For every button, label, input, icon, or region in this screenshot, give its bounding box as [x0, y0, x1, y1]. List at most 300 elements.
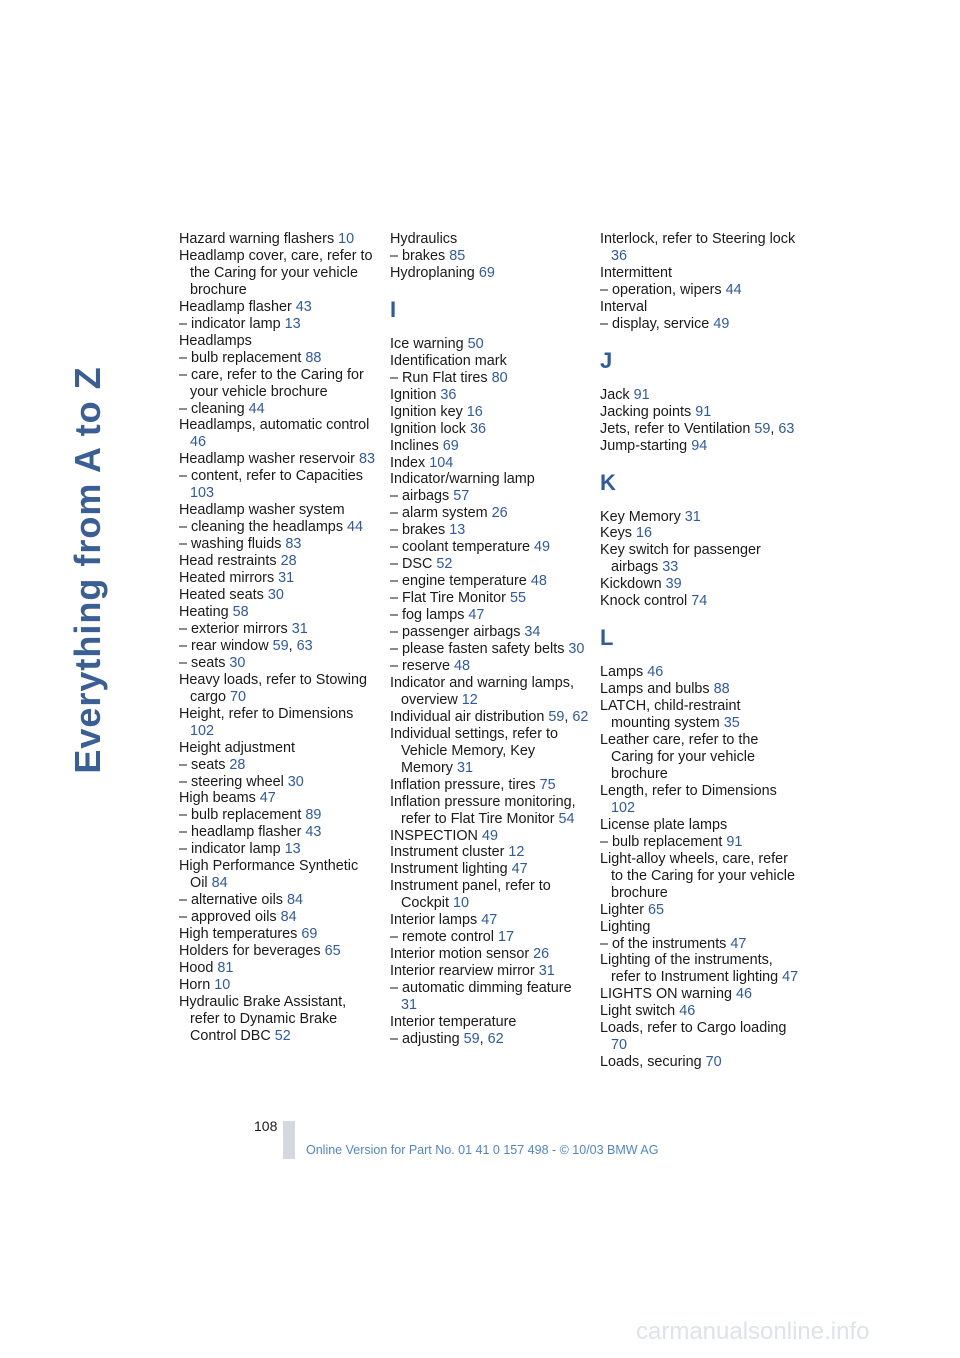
index-entry-text: – Flat Tire Monitor: [390, 590, 506, 607]
index-entry: [600, 438, 800, 455]
index-entry-text: Loads, refer to Cargo loading: [600, 1020, 787, 1037]
page-link[interactable]: 85: [449, 247, 466, 264]
page-link[interactable]: 31: [684, 508, 701, 525]
page-link[interactable]: 63: [296, 637, 313, 654]
index-entry-text: – care, refer to the Caring for your vehicle brochure: [179, 366, 364, 400]
index-entry-text: Key switch for passenger airbags: [600, 542, 761, 576]
index-entry: [600, 265, 800, 282]
page-link[interactable]: 30: [287, 773, 304, 790]
index-entry-text: Height, refer to Dimensions: [179, 705, 354, 722]
index-entry: [179, 536, 379, 553]
index-entry-text: – alternative oils: [179, 892, 283, 909]
index-entry-text: Height adjustment: [179, 739, 295, 756]
page-link[interactable]: 13: [284, 315, 301, 332]
index-entry-text: Interval: [600, 298, 648, 315]
index-entry: – rear window 59, 63: [179, 637, 313, 654]
index-entry: [600, 576, 800, 593]
page-link[interactable]: 43: [305, 824, 322, 841]
index-entry-text: High temperatures: [179, 926, 298, 943]
page-link[interactable]: 43: [295, 298, 312, 315]
index-entry: [600, 525, 800, 542]
page-link[interactable]: 59: [272, 637, 289, 654]
page-link[interactable]: 52: [274, 1027, 291, 1044]
index-entry-text: Interlock, refer to Steering lock: [600, 231, 796, 247]
index-entry-text: – cleaning: [179, 400, 245, 417]
index-entry-text: – brakes: [390, 522, 446, 539]
index-entry: [390, 726, 590, 777]
page-link[interactable]: 62: [487, 1030, 504, 1047]
index-entry: [179, 655, 379, 672]
index-entry-text: Jets, refer to Ventilation: [600, 420, 751, 437]
index-entry: [390, 658, 590, 675]
index-entry-text: – indicator lamp: [179, 841, 281, 858]
index-entry-text: – steering wheel: [179, 773, 284, 790]
index-entry: [390, 844, 590, 861]
footer-bar: [283, 1121, 295, 1159]
page-link[interactable]: 16: [466, 403, 483, 420]
index-entry: – adjusting 59, 62: [390, 1030, 504, 1047]
page-link[interactable]: 59: [754, 420, 771, 437]
index-entry: Jets, refer to Ventilation 59, 63: [600, 420, 795, 437]
index-entry-text: Light-alloy wheels, care, refer to the Caring for your vehicle brochure: [600, 850, 795, 901]
index-entry-text: Lamps and bulbs: [600, 681, 710, 698]
index-entry: [179, 706, 379, 740]
page-link[interactable]: 48: [530, 573, 547, 590]
index-entry-text: – please fasten safety belts: [390, 641, 565, 658]
page-link[interactable]: 28: [280, 553, 297, 570]
index-entry-text: – approved oils: [179, 909, 277, 926]
page-link[interactable]: 74: [691, 593, 708, 610]
index-entry: [600, 509, 800, 526]
index-entry-text: Inflation pressure, tires: [390, 776, 536, 793]
page-link[interactable]: 30: [229, 654, 246, 671]
page-link[interactable]: 75: [539, 776, 556, 793]
page-link[interactable]: 57: [453, 488, 470, 505]
page-link[interactable]: 46: [679, 1003, 696, 1020]
page-link[interactable]: 55: [509, 590, 526, 607]
page-link[interactable]: 47: [468, 607, 485, 624]
index-entry-text: LATCH, child-restraint mounting system: [600, 698, 741, 732]
page-link[interactable]: 10: [214, 976, 231, 993]
index-entry-text: Instrument cluster: [390, 844, 505, 861]
index-entry: [179, 757, 379, 774]
index-entry-text: Heated mirrors: [179, 570, 275, 587]
page-link[interactable]: 91: [726, 833, 743, 850]
index-entry: [179, 604, 379, 621]
index-entry: [179, 841, 379, 858]
index-entry: [179, 977, 379, 994]
page-link[interactable]: 80: [491, 369, 508, 386]
index-entry: [179, 926, 379, 943]
index-entry-text: – passenger airbags: [390, 624, 521, 641]
page-link[interactable]: 50: [467, 335, 484, 352]
index-entry: [179, 417, 379, 451]
index-entry: [600, 936, 800, 953]
index-entry: [390, 980, 590, 1014]
index-entry: [390, 963, 590, 980]
index-entry: [179, 858, 379, 892]
index-entry: [390, 675, 590, 709]
page-link[interactable]: 103: [190, 485, 215, 502]
index-entry-text: – engine temperature: [390, 573, 527, 590]
page-link[interactable]: 70: [705, 1054, 722, 1071]
page-number: 108: [254, 1118, 278, 1134]
index-entry: [179, 451, 379, 468]
page-link[interactable]: 13: [284, 841, 301, 858]
page-link[interactable]: 47: [730, 935, 747, 952]
index-entry: [390, 539, 590, 556]
index-entry-text: Lamps: [600, 664, 644, 681]
index-entry-text: – adjusting: [390, 1030, 460, 1047]
index-entry-text: Hydroplaning: [390, 264, 475, 281]
page-link[interactable]: 70: [230, 688, 247, 705]
page-link[interactable]: 31: [401, 997, 418, 1014]
index-entry-text: Key Memory: [600, 508, 681, 525]
index-entry-text: – content, refer to Capacities: [179, 468, 363, 485]
index-entry: [179, 468, 379, 502]
page-link[interactable]: 39: [665, 576, 682, 593]
index-entry: [390, 912, 590, 929]
section-letter: K: [600, 469, 616, 495]
page-link[interactable]: 34: [524, 624, 541, 641]
index-entry: [390, 265, 590, 282]
index-entry: [179, 672, 379, 706]
page-link[interactable]: 30: [568, 641, 585, 658]
index-entry-text: Length, refer to Dimensions: [600, 782, 777, 799]
index-entry-text: Heating: [179, 603, 229, 620]
index-entry: [390, 777, 590, 794]
page-link[interactable]: 59: [463, 1030, 480, 1047]
index-entry-text: Heavy loads, refer to Stowing cargo: [179, 671, 367, 705]
page-link[interactable]: 33: [662, 559, 679, 576]
index-entry: [390, 455, 590, 472]
index-entry: [600, 316, 800, 333]
index-entry-text: – bulb replacement: [179, 807, 302, 824]
index-entry: [179, 553, 379, 570]
index-entry: [390, 1014, 590, 1031]
index-entry-text: Headlamp flasher: [179, 298, 292, 315]
index-entry-text: – Run Flat tires: [390, 369, 488, 386]
page-link[interactable]: 102: [611, 799, 636, 816]
index-entry: [179, 824, 379, 841]
index-entry: [390, 370, 590, 387]
index-entry: [390, 946, 590, 963]
index-entry: [600, 851, 800, 902]
index-entry: [600, 817, 800, 834]
index-entry: [179, 401, 379, 418]
index-column-3: [600, 231, 800, 1071]
page-link[interactable]: 46: [190, 434, 207, 451]
index-entry-text: Lighting: [600, 918, 651, 935]
page-link[interactable]: 47: [259, 790, 276, 807]
index-entry: [600, 919, 800, 936]
index-entry-text: Knock control: [600, 593, 688, 610]
index-entry-text: Holders for beverages: [179, 943, 321, 960]
page-link[interactable]: 47: [782, 969, 799, 986]
page-link[interactable]: 31: [456, 759, 473, 776]
page-link[interactable]: 36: [611, 247, 628, 264]
index-entry-text: Lighting of the instruments, refer to Instrument lighting: [600, 952, 779, 986]
index-entry-text: Headlamps: [179, 332, 252, 349]
page-link[interactable]: 36: [440, 386, 457, 403]
index-entry: [390, 522, 590, 539]
index-entry-text: – exterior mirrors: [179, 620, 288, 637]
index-entry-text: Leather care, refer to the Caring for your vehicle brochure: [600, 732, 759, 782]
page-link[interactable]: 31: [278, 570, 295, 587]
index-entry: [179, 231, 379, 248]
page-link[interactable]: 104: [429, 454, 454, 471]
page-link[interactable]: 12: [461, 691, 478, 708]
index-entry: [390, 794, 590, 828]
index-entry-text: Interior rearview mirror: [390, 963, 535, 980]
index-entry-text: – automatic dimming feature: [390, 980, 572, 997]
index-entry: [390, 471, 590, 488]
index-entry-text: Individual air distribution: [390, 708, 545, 725]
index-entry: [179, 960, 379, 977]
index-entry: [179, 367, 379, 401]
page-link[interactable]: 62: [572, 708, 589, 725]
index-entry: [600, 387, 800, 404]
index-entry-text: – airbags: [390, 488, 450, 505]
index-entry: [390, 828, 590, 845]
index-entry: [179, 502, 379, 519]
footer-text: Online Version for Part No. 01 41 0 157 498 - © 10/03 BMW AG: [306, 1143, 659, 1157]
watermark: carmanualsonline.info: [636, 1318, 870, 1345]
page-link[interactable]: 26: [491, 505, 508, 522]
page-link[interactable]: 91: [695, 403, 712, 420]
page-link[interactable]: 88: [713, 681, 730, 698]
index-entry: [179, 350, 379, 367]
index-entry-text: Hydraulics: [390, 231, 458, 247]
index-entry-text: Ignition key: [390, 403, 463, 420]
index-entry: [179, 740, 379, 757]
index-entry-text: Interior motion sensor: [390, 946, 530, 963]
index-entry-text: – alarm system: [390, 505, 488, 522]
index-entry: [600, 834, 800, 851]
index-entry-text: LIGHTS ON warning: [600, 986, 732, 1003]
index-entry-text: – cleaning the headlamps: [179, 519, 344, 536]
index-entry-text: High Performance Synthetic Oil: [179, 858, 359, 892]
index-entry-text: Horn: [179, 976, 211, 993]
page-link[interactable]: 65: [648, 901, 665, 918]
index-entry: [600, 282, 800, 299]
page-link[interactable]: 47: [511, 861, 528, 878]
index-entry-text: Index: [390, 454, 426, 471]
index-entry: [179, 807, 379, 824]
page-link[interactable]: 65: [324, 943, 341, 960]
page-link[interactable]: 81: [217, 959, 234, 976]
page-link[interactable]: 59: [548, 708, 565, 725]
index-entry: [390, 353, 590, 370]
page-link[interactable]: 49: [534, 539, 551, 556]
index-entry: [179, 943, 379, 960]
page-link[interactable]: 49: [713, 315, 730, 332]
page-link[interactable]: 69: [478, 264, 495, 281]
index-entry-text: Individual settings, refer to Vehicle Memory, Key Memory: [390, 725, 558, 776]
page-link[interactable]: 83: [285, 536, 302, 553]
page-link[interactable]: 63: [778, 420, 795, 437]
index-entry-text: Ignition lock: [390, 420, 466, 437]
index-entry-text: Identification mark: [390, 352, 507, 369]
index-entry-text: Keys: [600, 525, 632, 542]
index-entry-text: Hazard warning flashers: [179, 231, 335, 247]
page-link[interactable]: 83: [358, 451, 375, 468]
index-entry: [390, 573, 590, 590]
page-link[interactable]: 17: [497, 929, 514, 946]
index-entry-text: Kickdown: [600, 576, 662, 593]
index-entry-text: – indicator lamp: [179, 315, 281, 332]
page-link[interactable]: 48: [454, 657, 471, 674]
index-entry: [179, 333, 379, 350]
index-entry-text: – brakes: [390, 247, 446, 264]
page-link[interactable]: 26: [533, 946, 550, 963]
index-entry-text: – washing fluids: [179, 536, 282, 553]
page-link[interactable]: 88: [305, 349, 322, 366]
page-link[interactable]: 46: [647, 664, 664, 681]
index-entry: [179, 774, 379, 791]
index-entry: [179, 909, 379, 926]
page-link[interactable]: 102: [190, 722, 215, 739]
index-entry: [179, 316, 379, 333]
index-entry: [179, 587, 379, 604]
index-entry-text: Ignition: [390, 386, 437, 403]
index-entry-text: Loads, securing: [600, 1054, 702, 1071]
index-entry-text: Jump-starting: [600, 437, 688, 454]
page-link[interactable]: 47: [481, 912, 498, 929]
index-entry: [600, 986, 800, 1003]
page-link[interactable]: 70: [611, 1037, 628, 1054]
index-entry: [600, 299, 800, 316]
index-entry-text: – seats: [179, 654, 226, 671]
page-link[interactable]: 46: [735, 986, 752, 1003]
index-entry: [390, 590, 590, 607]
index-entry-text: Indicator and warning lamps, overview: [390, 674, 574, 708]
index-entry-text: Jacking points: [600, 403, 692, 420]
index-entry: [390, 556, 590, 573]
page-link[interactable]: 35: [723, 715, 740, 732]
index-entry: [600, 681, 800, 698]
index-entry: [600, 902, 800, 919]
page-link[interactable]: 44: [725, 281, 742, 298]
index-entry-text: – of the instruments: [600, 935, 727, 952]
page-link[interactable]: 52: [436, 556, 453, 573]
index-entry-text: Jack: [600, 386, 630, 403]
index-entry-text: – headlamp flasher: [179, 824, 302, 841]
page-link[interactable]: 69: [442, 437, 459, 454]
index-entry-text: – rear window: [179, 637, 269, 654]
index-entry-text: Hydraulic Brake Assistant, refer to Dynamic Brake Control DBC: [179, 993, 347, 1044]
index-entry: [179, 519, 379, 536]
page-link[interactable]: 84: [280, 909, 297, 926]
index-entry: [390, 607, 590, 624]
index-entry: [600, 698, 800, 732]
index-entry: [179, 248, 379, 299]
index-entry: [600, 952, 800, 986]
index-entry: [390, 505, 590, 522]
page-link[interactable]: 10: [453, 895, 470, 912]
index-entry-text: Hood: [179, 959, 214, 976]
index-entry: [390, 929, 590, 946]
page-link[interactable]: 84: [287, 892, 304, 909]
index-entry-text: INSPECTION: [390, 827, 478, 844]
index-entry: [390, 624, 590, 641]
index-entry: [600, 404, 800, 421]
side-title: Everything from A to Z: [67, 366, 108, 774]
page-link[interactable]: 36: [470, 420, 487, 437]
index-entry: [600, 1020, 800, 1054]
index-entry: [390, 641, 590, 658]
index-entry: [179, 994, 379, 1045]
index-entry: [600, 593, 800, 610]
index-entry: [390, 488, 590, 505]
index-entry-text: – display, service: [600, 315, 710, 332]
page-link[interactable]: 69: [301, 926, 318, 943]
index-entry-text: Heated seats: [179, 587, 264, 604]
index-entry: [600, 732, 800, 783]
page-link[interactable]: 89: [305, 807, 322, 824]
page-link[interactable]: 13: [449, 522, 466, 539]
section-letter: J: [600, 347, 613, 373]
index-entry: [600, 783, 800, 817]
index-entry: [600, 1003, 800, 1020]
page-link[interactable]: 30: [267, 587, 284, 604]
index-entry: [179, 892, 379, 909]
index-entry: [179, 570, 379, 587]
index-entry: [390, 387, 590, 404]
index-entry: [390, 231, 590, 248]
index-entry: [600, 664, 800, 681]
index-entry-text: Instrument panel, refer to Cockpit: [390, 878, 551, 912]
page-link[interactable]: 49: [481, 827, 498, 844]
page-link[interactable]: 54: [558, 810, 575, 827]
page-link[interactable]: 44: [347, 519, 364, 536]
index-entry: [179, 621, 379, 638]
section-letter: I: [390, 296, 397, 322]
index-entry: [600, 542, 800, 576]
index-entry: [179, 790, 379, 807]
index-entry-text: – operation, wipers: [600, 281, 722, 298]
page-link[interactable]: 91: [633, 386, 650, 403]
index-entry: [390, 861, 590, 878]
index-column-2: [390, 231, 590, 1048]
index-entry-text: Headlamp cover, care, refer to the Caring for your vehicle brochure: [179, 247, 373, 298]
page-link[interactable]: 31: [291, 620, 308, 637]
page-link[interactable]: 84: [211, 875, 228, 892]
page-link[interactable]: 12: [508, 844, 525, 861]
index-entry: Individual air distribution 59, 62: [390, 708, 589, 725]
section-letter: L: [600, 625, 614, 651]
page-link[interactable]: 94: [691, 437, 708, 454]
index-entry-text: – reserve: [390, 657, 450, 674]
index-entry-text: Headlamp washer system: [179, 502, 345, 519]
page-link[interactable]: 44: [248, 400, 265, 417]
index-entry-text: Intermittent: [600, 264, 672, 281]
index-entry: [179, 299, 379, 316]
page-link[interactable]: 28: [229, 756, 246, 773]
page-link[interactable]: 16: [636, 525, 653, 542]
page-link[interactable]: 10: [338, 231, 355, 247]
page-link[interactable]: 31: [538, 963, 555, 980]
index-entry: [390, 336, 590, 353]
index-entry: [390, 248, 590, 265]
index-entry-text: Instrument lighting: [390, 861, 508, 878]
index-entry: [600, 1054, 800, 1071]
index-entry-text: – remote control: [390, 929, 494, 946]
index-entry-text: Headlamps, automatic control: [179, 417, 370, 434]
index-entry-text: Indicator/warning lamp: [390, 471, 535, 488]
page-link[interactable]: 58: [232, 603, 249, 620]
index-entry-text: High beams: [179, 790, 256, 807]
